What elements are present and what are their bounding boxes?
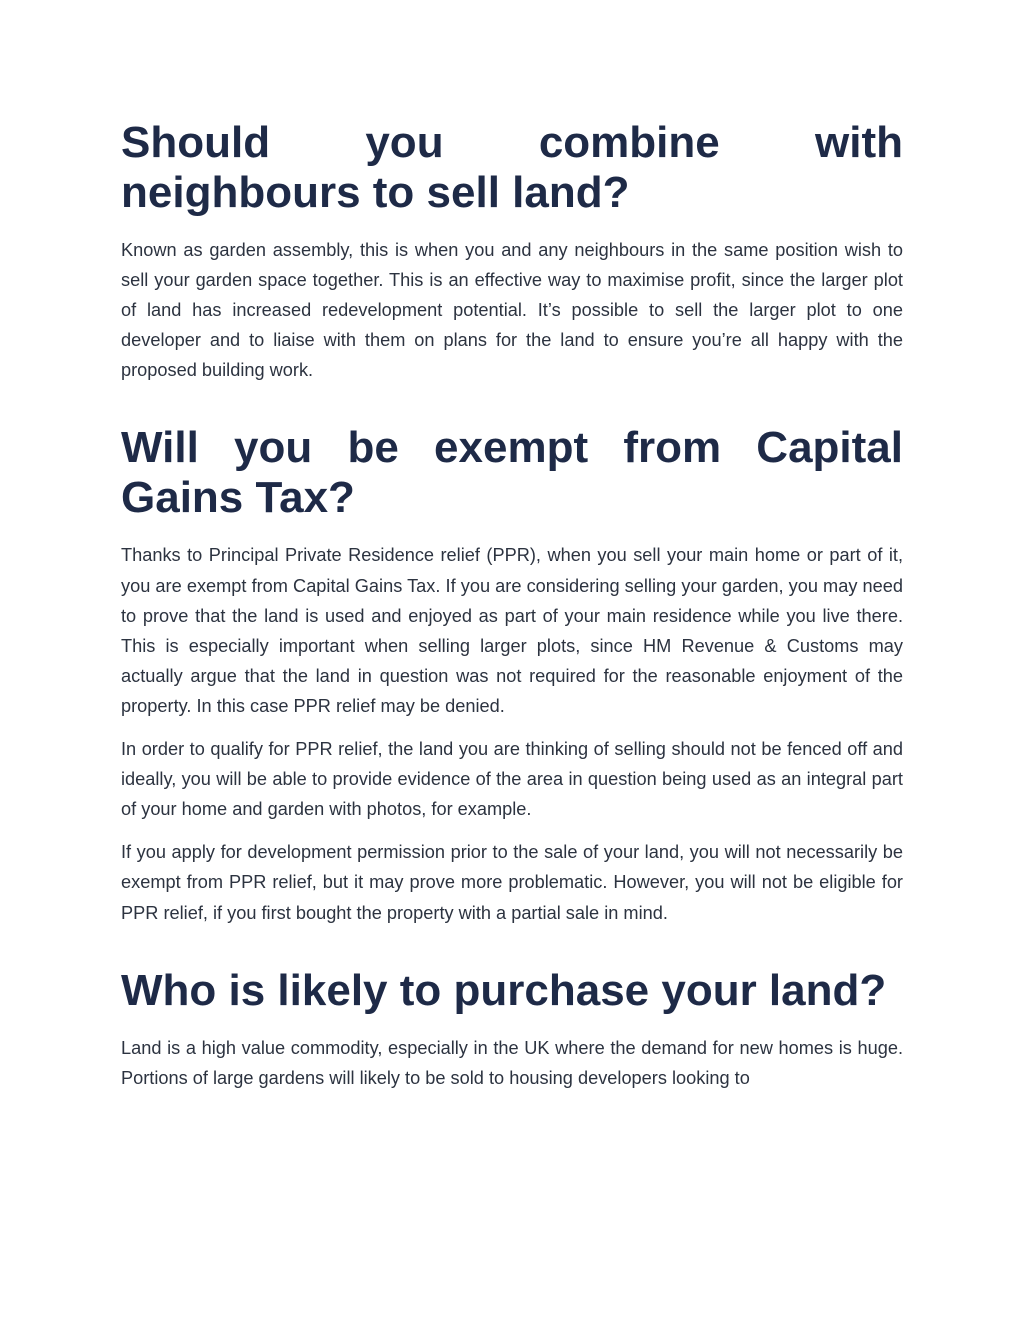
section-heading-combine-neighbours: Should you combine with neighbours to sell land? [121, 118, 903, 217]
section-heading-who-purchases: Who is likely to purchase your land? [121, 965, 887, 1015]
paragraph-garden-assembly: Known as garden assembly, this is when you and any neighbours in the same position wish to sell your garden space together. This is an effective way to maximise profit, since the larger plot of land has increased redevelopment potential. It’s possible to sell the larger plot to one developer and to liaise with them on plans for the land to ensure you’re all happy with the proposed building work. [121, 240, 903, 381]
section-heading-capital-gains: Will you be exempt from Capital Gains Tax? [121, 423, 903, 523]
paragraph-development-permission: If you apply for development permission prior to the sale of your land, you will not necessarily be exempt from PPR relief, but it may prove more problematic. However, you will not be eligible for PPR relief, if you first bought the property with a partial sale in mind. [121, 842, 903, 923]
paragraph-qualify-ppr: In order to qualify for PPR relief, the land you are thinking of selling should not be fenced off and ideally, you will be able to provide evidence of the area in question being used as an integral part of your home and garden with photos, for example. [121, 739, 903, 820]
paragraph-land-commodity: Land is a high value commodity, especially in the UK where the demand for new homes is huge. Portions of large gardens will likely to be sold to housing developers looking to [121, 1037, 903, 1088]
paragraph-ppr-relief: Thanks to Principal Private Residence relief (PPR), when you sell your main home or part of it, you are exempt from Capital Gains Tax. If you are considering selling your garden, you may need to prove that the land is used and enjoyed as part of your main residence while you live there. This is especially important when selling larger plots, since HM Revenue & Customs may actually argue that the land in question was not required for the reasonable enjoyment of the property. In this case PPR relief may be denied. [121, 545, 903, 716]
document-page [121, 118, 903, 1093]
